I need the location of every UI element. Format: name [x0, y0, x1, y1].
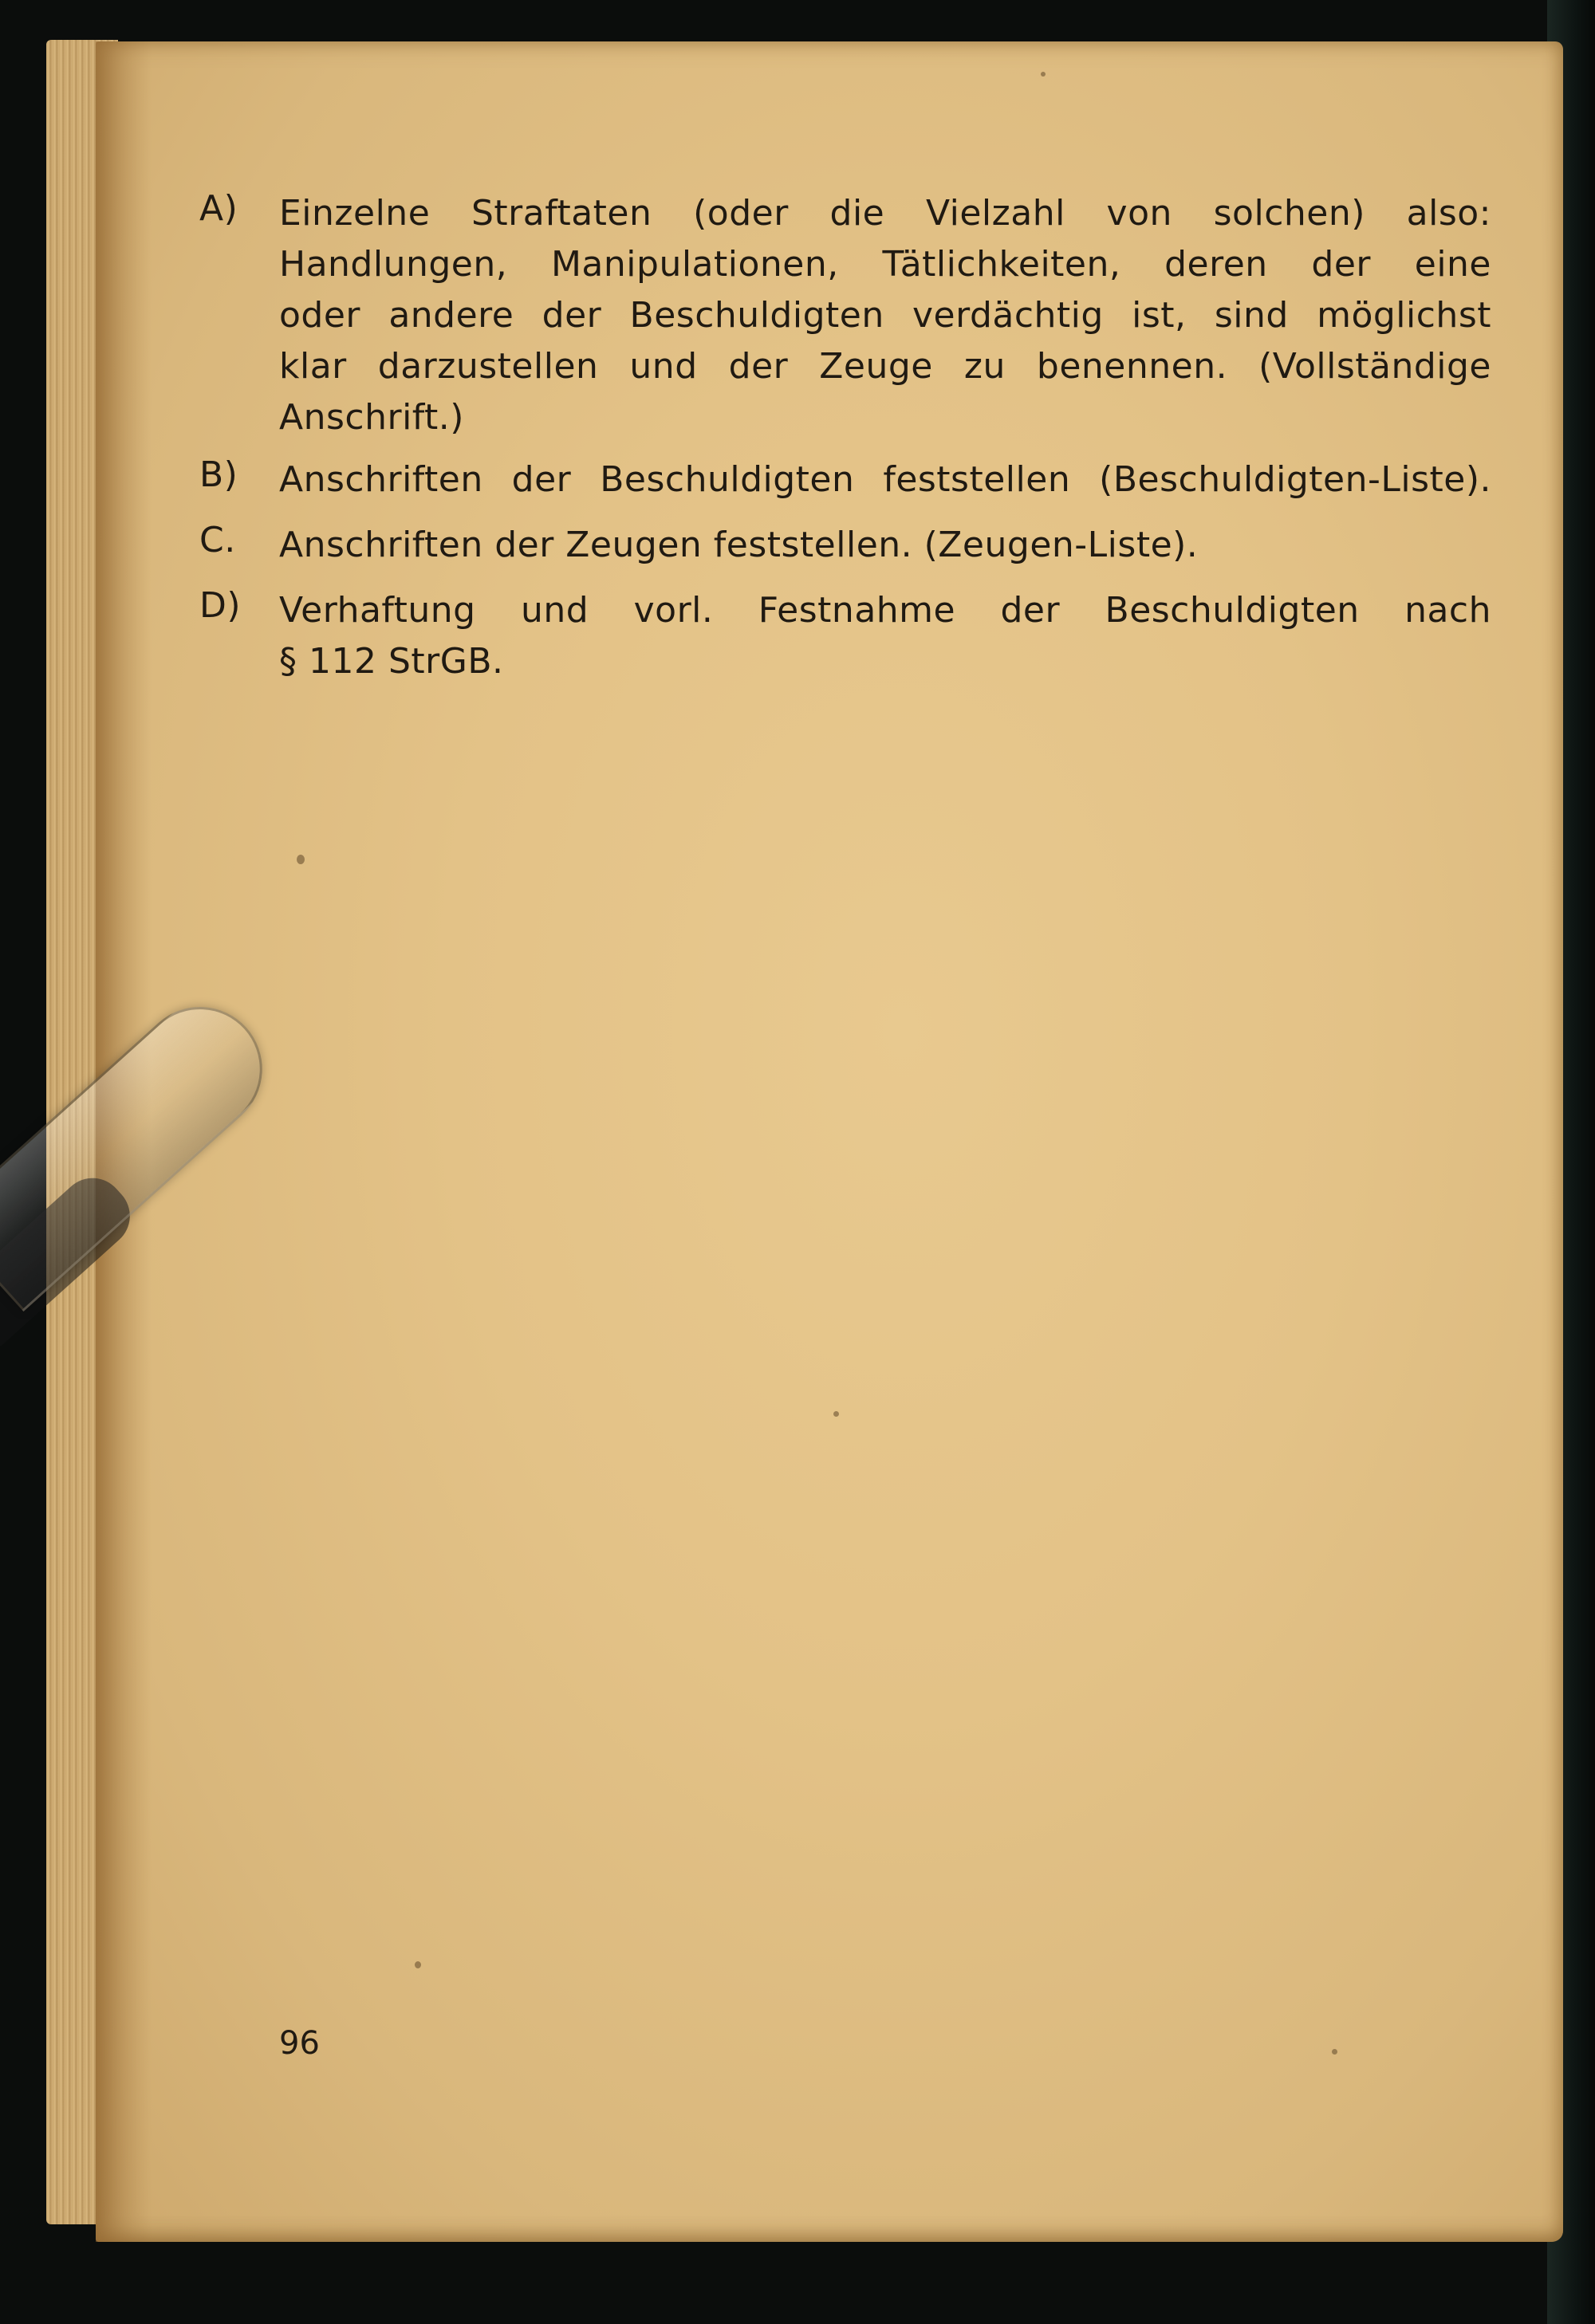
- list-marker: A): [199, 188, 238, 229]
- page-number: 96: [279, 2025, 320, 2062]
- list-marker: B): [199, 454, 238, 495]
- text-line: Verhaftung und vorl. Festnahme der Beschuldigten nach: [279, 590, 1491, 631]
- list-item-d: [199, 585, 1491, 687]
- text-line: klar darzustellen und der Zeuge zu benennen. (Vollständige: [279, 346, 1491, 387]
- text-line: Handlungen, Manipulationen, Tätlichkeiten, deren der eine: [279, 244, 1491, 285]
- list-marker: C.: [199, 520, 236, 560]
- paper-speck: [1332, 2049, 1337, 2055]
- text-line: Anschrift.): [279, 397, 464, 438]
- list-item-b: [199, 454, 1491, 505]
- text-line: § 112 StrGB.: [279, 641, 504, 682]
- text-line: Anschriften der Beschuldigten feststellen (Beschuldigten-Liste).: [279, 459, 1491, 500]
- list-item-c: [199, 520, 1491, 571]
- paper-speck: [1041, 72, 1046, 77]
- paper-speck: [415, 1961, 421, 1968]
- text-line: Anschriften der Zeugen feststellen. (Zeugen-Liste).: [279, 525, 1199, 565]
- text-line: oder andere der Beschuldigten verdächtig ist, sind möglichst: [279, 295, 1491, 336]
- list-item-a: [199, 188, 1491, 443]
- paper-speck: [297, 855, 305, 864]
- text-line: Einzelne Straftaten (oder die Vielzahl von solchen) also:: [279, 193, 1491, 234]
- list-marker: D): [199, 585, 242, 626]
- paper-speck: [833, 1411, 839, 1417]
